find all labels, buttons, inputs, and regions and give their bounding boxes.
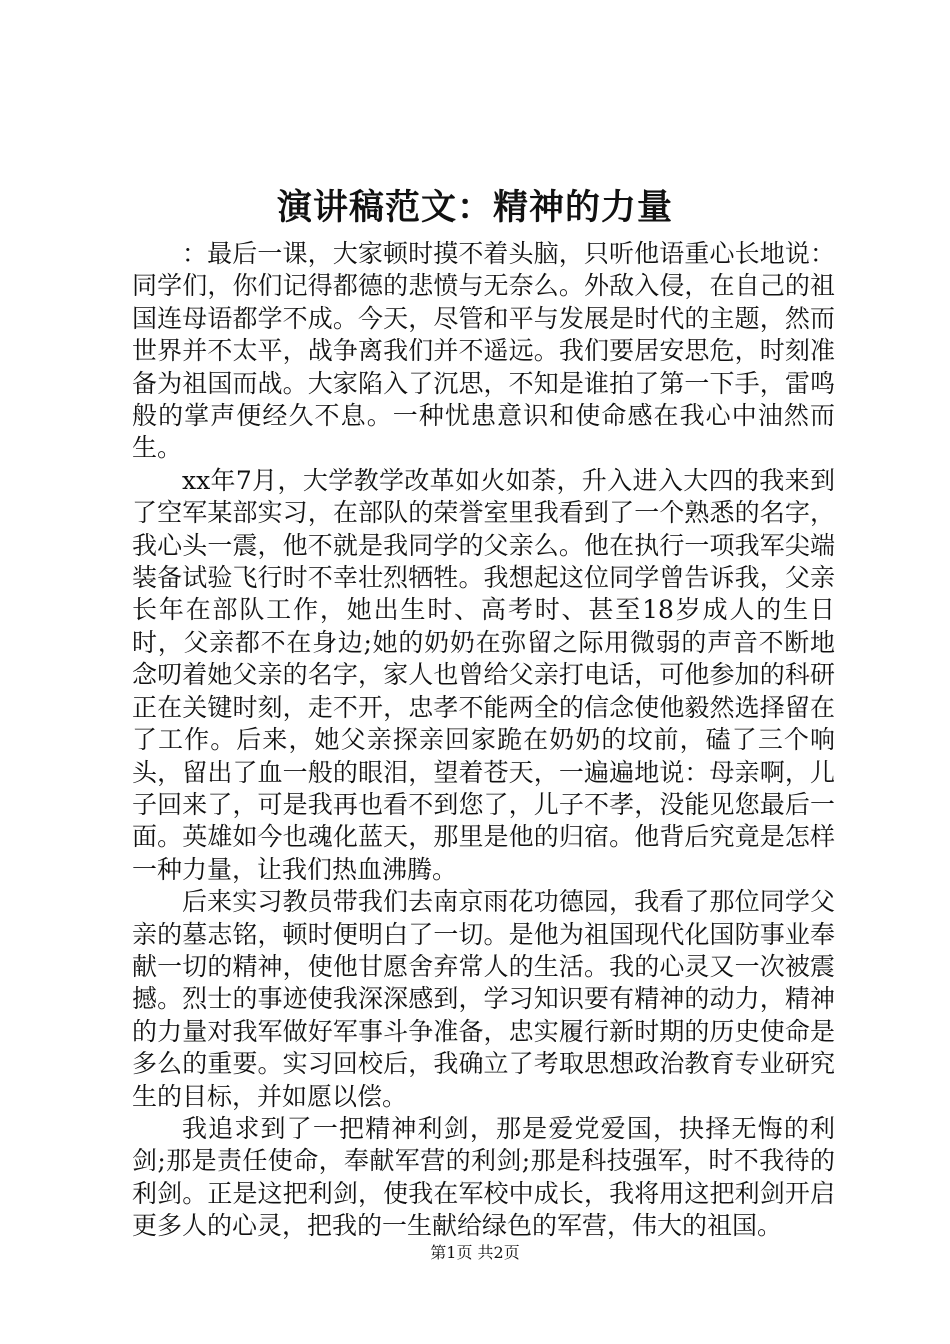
paragraph-3: 后来实习教员带我们去南京雨花功德园，我看了那位同学父亲的墓志铭，顿时便明白了一切。是他为祖国现代化国防事业奉献一切的精神，使他甘愿舍弃常人的生活。我的心灵又一次被震撼。烈士的事迹使我深深感到，学习知识要有精神的动力，精神的力量对我军做好军事斗争准备，忠实履行新时期的历史使命是多么的重要。实习回校后，我确立了考取思想政治教育专业研究生的目标，并如愿以偿。 (132, 887, 835, 1111)
document-body (132, 238, 835, 1243)
page-title: 演讲稿范文：精神的力量 (276, 187, 673, 228)
paragraph-1: ：最后一课，大家顿时摸不着头脑，只听他语重心长地说：同学们，你们记得都德的悲愤与无奈么。外敌入侵，在自己的祖国连母语都学不成。今天，尽管和平与发展是时代的主题，然而世界并不太平，战争离我们并不遥远。我们要居安思危，时刻准备为祖国而战。大家陷入了沉思，不知是谁拍了第一下手，雷鸣般的掌声便经久不息。一种忧患意识和使命感在我心中油然而生。 (132, 239, 835, 463)
paragraph-4: 我追求到了一把精神利剑，那是爱党爱国，抉择无悔的利剑;那是责任使命，奉献军营的利剑;那是科技强军，时不我待的利剑。正是这把利剑，使我在军校中成长，我将用这把利剑开启更多人的心灵，把我的一生献给绿色的军营，伟大的祖国。 (132, 1113, 835, 1241)
page-footer: 第1页 共2页 (430, 1243, 520, 1262)
paragraph-2: xx年7月，大学教学改革如火如荼，升入进入大四的我来到了空军某部实习，在部队的荣誉室里我看到了一个熟悉的名字，我心头一震，他不就是我同学的父亲么。他在执行一项我军尖端装备试验飞行时不幸壮烈牺牲。我想起这位同学曾告诉我，父亲长年在部队工作，她出生时、高考时、甚至18岁成人的生日时，父亲都不在身边;她的奶奶在弥留之际用微弱的声音不断地念叨着她父亲的名字，家人也曾给父亲打电话，可他参加的科研正在关键时刻，走不开，忠孝不能两全的信念使他毅然选择留在了工作。后来，她父亲探亲回家跪在奶奶的坟前，磕了三个响头，留出了血一般的眼泪，望着苍天，一遍遍地说：母亲啊，儿子回来了，可是我再也看不到您了，儿子不孝，没能见您最后一面。英雄如今也魂化蓝天，那里是他的归宿。他背后究竟是怎样一种力量，让我们热血沸腾。 (132, 465, 835, 884)
